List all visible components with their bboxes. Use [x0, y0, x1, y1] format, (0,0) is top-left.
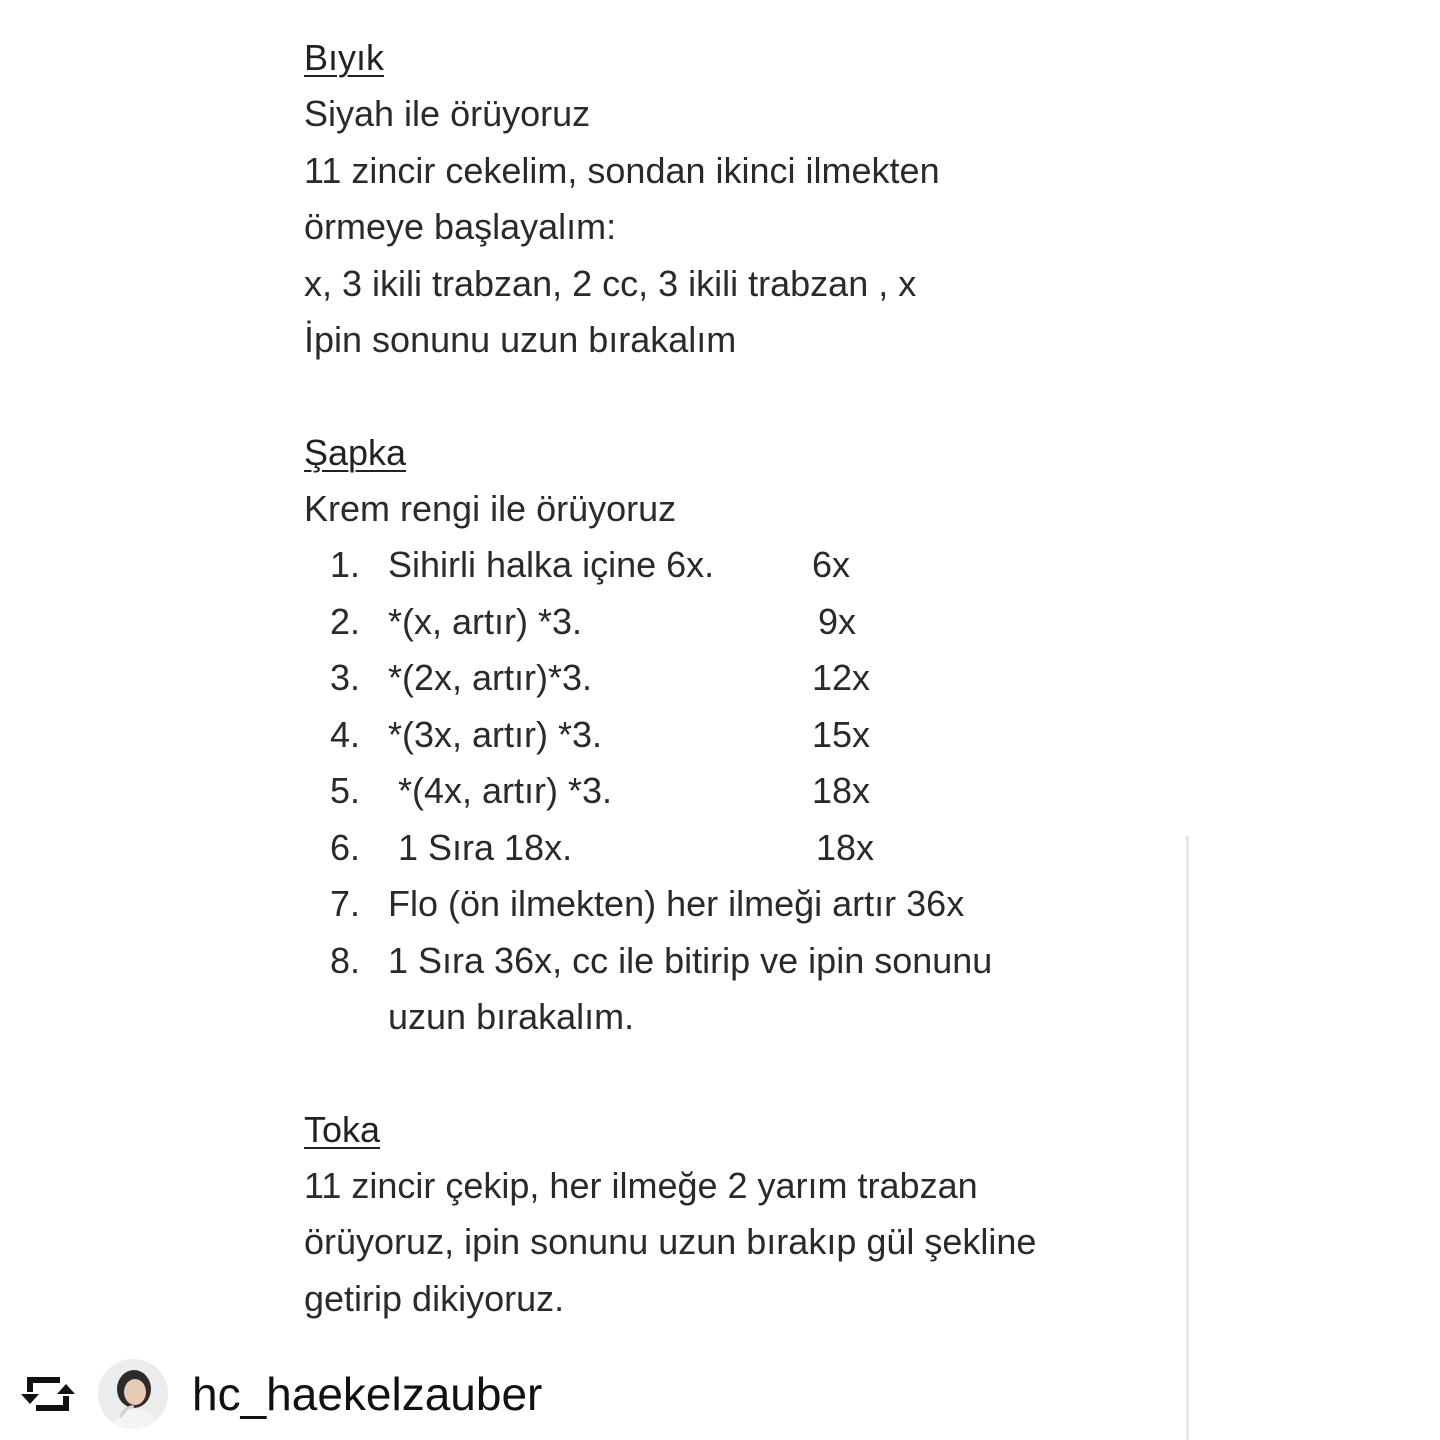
repost-icon	[20, 1372, 76, 1416]
sapka-intro: Krem rengi ile örüyoruz	[304, 487, 677, 529]
section-title-biyik: Bıyık	[304, 37, 385, 78]
biyik-line-4: x, 3 ikili trabzan, 2 cc, 3 ikili trabzan , x	[304, 262, 917, 304]
list-item	[304, 876, 1164, 933]
biyik-line-2: 11 zincir cekelim, sondan ikinci ilmekten	[304, 149, 940, 191]
list-item	[304, 820, 1164, 877]
section-title-sapka: Şapka	[304, 431, 407, 473]
list-item-continuation	[304, 989, 1164, 1046]
step-number: 2.	[330, 600, 361, 642]
step-text: *(4x, artır) *3.	[388, 770, 613, 811]
step-number: 7.	[330, 883, 361, 924]
step-number: 5.	[330, 770, 361, 811]
list-item	[304, 707, 1164, 764]
step-text: Flo (ön ilmekten) her ilmeği artır 36x	[388, 883, 965, 924]
step-count: 15x	[812, 713, 871, 755]
list-item	[304, 537, 1164, 594]
step-text: *(3x, artır) *3.	[388, 713, 603, 755]
list-item	[304, 933, 1164, 990]
biyik-line-3: örmeye başlayalım:	[304, 206, 617, 247]
step-text: *(x, artır) *3.	[388, 600, 583, 642]
step-text-continuation: uzun bırakalım.	[388, 996, 635, 1037]
divider	[1186, 836, 1189, 1440]
step-count: 12x	[812, 657, 871, 698]
step-number: 3.	[330, 657, 361, 698]
step-count: 18x	[816, 826, 875, 868]
avatar[interactable]	[98, 1359, 168, 1429]
list-item	[304, 594, 1164, 651]
step-text: 1 Sıra 36x, cc ile bitirip ve ipin sonunu	[388, 939, 993, 981]
step-number: 1.	[330, 544, 361, 585]
biyik-line-5: İpin sonunu uzun bırakalım	[304, 319, 737, 360]
step-text: Sihirli halka içine 6x.	[388, 544, 715, 585]
step-text: *(2x, artır)*3.	[388, 657, 593, 698]
toka-line-1: 11 zincir çekip, her ilmeğe 2 yarım trabzan	[304, 1164, 978, 1206]
toka-line-2: örüyoruz, ipin sonunu uzun bırakıp gül şekline	[304, 1221, 1037, 1262]
step-number: 4.	[330, 713, 361, 755]
section-spacer	[304, 1046, 1164, 1102]
step-number: 6.	[330, 826, 361, 868]
step-count: 9x	[818, 600, 857, 642]
toka-line-3: getirip dikiyoruz.	[304, 1277, 565, 1319]
step-text: 1 Sıra 18x.	[388, 826, 573, 868]
list-item	[304, 763, 1164, 820]
section-title-toka: Toka	[304, 1108, 381, 1150]
username[interactable]: hc_haekelzauber	[192, 1368, 543, 1420]
list-item	[304, 650, 1164, 707]
biyik-line-1: Siyah ile örüyoruz	[304, 93, 591, 134]
repost-attribution	[20, 1356, 542, 1432]
avatar-portrait-icon	[98, 1359, 168, 1429]
step-count: 6x	[812, 544, 851, 585]
pattern-document	[304, 30, 1164, 1327]
step-number: 8.	[330, 939, 361, 981]
section-spacer	[304, 369, 1164, 425]
step-count: 18x	[812, 770, 871, 811]
sapka-steps-list	[304, 537, 1164, 1046]
